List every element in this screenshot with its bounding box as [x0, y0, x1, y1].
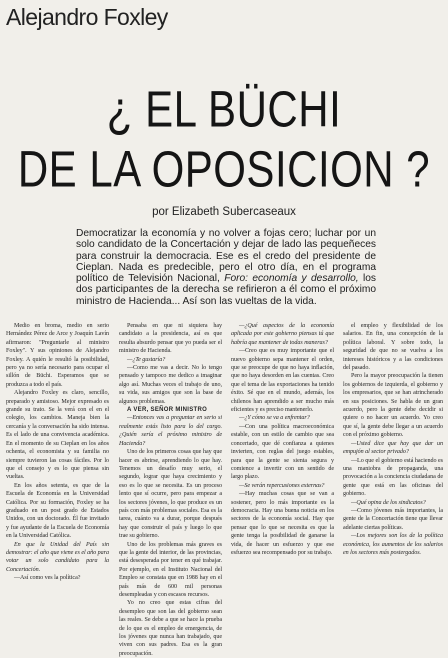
column-paragraph: —Qué opina de los sindicatos?	[351, 499, 426, 506]
column-paragraph: Alejandro Foxley es claro, sencillo, preparado y amistoso. Mejor expresado es grande su trato. Se la verá con el en el colegio, los cambios. Maneja bien la cercanía y la conversación ha sido intensa. Es el lado de una convivencia académica. En el momento de su Cieplan en los años ochenta, el economista y su familia no siempre tuvieron las cosas fáciles. Por lo que el consejo y es lo que piensa sin vueltas.	[6, 390, 109, 481]
column-paragraph: —Como me vas a decir. No lo tengo pensado y tampoco me dedico a imaginar algo así. Muchas veces el trabajo de uno, su vida, sus amigos que son la base de algunos problemas.	[119, 365, 222, 405]
column-paragraph: —Los mejores son los de la política económica, los aumentos de los salarios en los sectores más postergados.	[343, 533, 443, 556]
lede-text-2: los dos participantes de la derecha se refirieron a él como el próximo ministro de Hacienda... Así son las vueltas de la vida.	[76, 273, 377, 307]
column-paragraph: el empleo y flexibilidad de los salarios. En fin, una concepción de la política laboral. Y sobre todo, la seguridad de que no se vuelva a los intereses históricos y a las condiciones del pasado.	[343, 323, 443, 372]
column-paragraph: —Usted dice que hay que dar un empujón al sector privado?	[343, 440, 443, 456]
byline: por Elizabeth Subercaseaux	[152, 206, 296, 218]
headline-line-2: DE LA OPOSICION ?	[17, 140, 431, 198]
column-paragraph: En que la Unidad del País sin demostrar: el año que viene es el año para votar un solo candidato para la Concertación.	[6, 541, 109, 573]
column-paragraph: Pero la mayor preocupación la tienen los gobiernos de izquierda, el gobierno y los empresarios, que se han atrincherado en sus posiciones. Se habla de un gran acuerdo, pero la gente debe decidir si quiere o no hacer un acuerdo. Yo creo que sí, la gente debe llegar a un acuerdo con el próximo gobierno.	[343, 373, 443, 439]
column-paragraph: —¿Te gustaría?	[127, 356, 166, 363]
column-paragraph: —Lo que el gobierno está haciendo es una maniobra de propaganda, una provocación a la conciencia ciudadana de gente que está en las oficinas del gobierno.	[343, 457, 443, 498]
section-subheading: A VER, SEÑOR MINISTRO	[127, 407, 208, 414]
lede-program-title: Foro: economía y desarrollo,	[224, 273, 359, 285]
column-paragraph: —Se verán repercusiones externas?	[239, 482, 325, 489]
column-paragraph: —¿Y cómo se va a enfrentar?	[239, 415, 310, 422]
column-paragraph: Pensaba en que ni siquiera hay candidato a la presidencia, así es que resulta absurdo pensar que yo pueda ser el ministro de Hacienda.	[119, 323, 222, 355]
headline-line-1: ¿ EL BÜCHI	[106, 80, 342, 138]
column-paragraph: —Entonces vas a preguntar en serio si realmente estás listo para lo del cargo. ¿Quién sería el próximo ministro de Hacienda?	[119, 415, 222, 447]
column-paragraph: Uno de los primeros cosas que hay que hacer es abrirse, aprendiendo lo que hay. Tenemos un desafío muy serio, el segundo, lograr que haya crecimiento y eso es lo que se necesita. Es un proceso lento que sí ocurre, pero para empezar a los sectores jóvenes, lo que produce es un país con más problemas sociales. Esa es la tarea, cuánto va a durar, porque después hay que construir el país y luego lo que trae su gobierno.	[119, 449, 222, 540]
lede-text-1: Democratizar la economía y no volver a fojas cero; luchar por un solo candidato de la Concertación y dejar de lado las pequeñeces para construir la democracia. Ese es el credo del presidente de Cieplan. Nada es predecible, pero el otro día, en el programa político de Televisión Nacional,	[76, 228, 376, 285]
article-column-3	[231, 322, 334, 594]
article-column-2	[119, 322, 222, 657]
lede-paragraph	[76, 228, 376, 307]
column-paragraph: Yo no creo que estas cifras del desempleo que son las del gobierno sean las reales. Se debe a que se hace la prueba de lo que es el empleo de emergencia, de los jóvenes que nunca han trabajado, que viven con sus padres. Esa es la gran preocupación.	[119, 600, 222, 657]
column-paragraph: —Hay muchas cosas que se van a sostener, pero lo más importante es la democracia. Hay una buena noticia en los sectores de la economía social. Hay que pensar que lo que se necesita es que la gente tenga la posibilidad de ganarse la vida, de hacer un esfuerzo y que ese esfuerzo sea recompensado por su trabajo.	[231, 491, 334, 556]
column-paragraph: —Como jóvenes más importantes, la gente de la Concertación tiene que llevar adelante ciertas políticas.	[343, 507, 443, 531]
author-kicker: Alejandro Foxley	[6, 4, 168, 30]
article-column-4	[343, 322, 443, 594]
column-paragraph: —¿Qué aspectos de la economía aplicada por este gobierno piensas tú que habría que mantener de todas maneras?	[231, 323, 334, 346]
article-column-1	[6, 322, 109, 594]
column-paragraph: —Creo que es muy importante que el nuevo gobierno sepa mantener el orden, que se preocupe de que no haya inflación, que no haya desorden en las cuentas. Creo que el tema de las exportaciones ha tenido éxito. Sé que en el mundo, además, los chilenos han aprendido a ser mucho más eficientes y es preciso mantenerlo.	[231, 348, 334, 414]
column-paragraph: Uno de los problemas más graves es que la gente del interior, de las provincias, está desesperada por tener en qué trabajar. Por ejemplo, en el Instituto Nacional del Empleo se constata que en 1988 hay en el país más de 600 mil personas desempleadas y con escasos recursos.	[119, 541, 222, 598]
column-paragraph: —Así como ves la política?	[14, 575, 81, 582]
column-paragraph: —Con una política macroeconómica estable, con un estilo de cambio que sea concertado, que dé confianza a quienes invierten, con reglas del juego estables, para que la gente se sienta segura y comience a invertir con un sentido de largo plazo.	[231, 423, 334, 481]
column-paragraph: Medio en broma, medio en serio Hernández Pérez de Arce y Joaquín Lavín afirmaron: "Preguntarle al ministro Foxley". Y sus opiniones de Alejandro Foxley. A quién le resultó la posibilidad, pero ya no sería necesario para ocupar el sillón de Büchi. Esperamos que se produzca a todo el país.	[6, 323, 109, 388]
column-paragraph: En los años setenta, es que de la Escuela de Economía en la Universidad Católica. Por su formación, Foxley se ha graduado en un post grado de Estados Unidos, con un doctorado. Él fue invitado y fue ayudante de la Escuela de Economía en la Universidad Católica.	[6, 482, 109, 540]
